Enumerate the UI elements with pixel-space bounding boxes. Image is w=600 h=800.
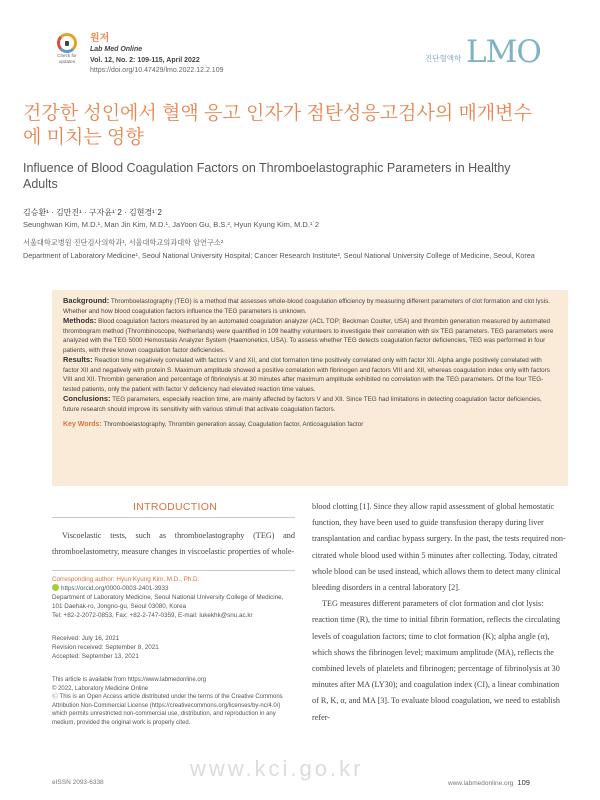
methods-text: Blood coagulation factors measured by an automated coagulation analyzer (ACL TOP; Beckman Coulter, USA) and thrombin generation measured by automated thrombogram method (Thrombinoscope, Netherlands) were quantified in 109 healthy volunteers to investigate their correlation with six TEG parameters. TEG parameters were analyzed with the TEG 5000 Hemostasis Analyzer System (Haemonetics, USA). To assess whether TEG detects coagulation factor deficiencies, TEG was performed in four patients, with three known coagulation factor deficiencies.	[63, 318, 554, 354]
orcid-line	[52, 584, 295, 593]
abstract-methods	[63, 316, 557, 355]
check-updates-label: Check for updates	[57, 53, 77, 64]
affiliation-english: Department of Laboratory Medicine¹, Seoul National University Hospital; Cancer Research Institute², Seoul National University College of Medicine, Seoul, Korea	[23, 251, 535, 260]
correspondence-contact: Tel: +82-2-2072-0853, Fax: +82-2-747-0359, E-mail: lukekhk@snu.ac.kr	[52, 612, 253, 619]
accepted-date: Accepted: September 13, 2021	[52, 653, 139, 660]
methods-label: Methods:	[63, 316, 97, 325]
title-english: Influence of Blood Coagulation Factors on Thromboelastographic Parameters in Healthy Adults	[23, 161, 511, 191]
journal-volume: Vol. 12, No. 2: 109-115, April 2022	[90, 56, 200, 64]
background-text: Thromboelastography (TEG) is a method that assesses whole-blood coagulation efficiency by measuring different parameters of clot formation and clot lysis. Whether and how blood coagulation factors influence the TEG parameters is unknown.	[63, 298, 551, 315]
conclusions-label: Conclusions:	[63, 394, 111, 403]
article-type: 원저	[90, 33, 110, 44]
lmo-logo: LMO	[466, 34, 541, 70]
correspondence-address: Department of Laboratory Medicine, Seoul National University College of Medicine, 101 Daehak-ro, Jongno-gu, Seoul 03080, Korea	[52, 594, 284, 610]
footnote-divider	[52, 570, 295, 571]
footer-right	[448, 778, 530, 787]
intro-right-column	[312, 499, 568, 726]
intro-right-paragraph-1: blood clotting [1]. Since they allow rapid assessment of global hemostatic function, they have been used to guide transfusion therapy during liver transplantation and cardiac bypass surgery. In the past, the tests required non-citrated whole blood used within 5 minutes after collecting. Today, citrated whole blood can be used instead, which allows them to detect many clinical bleeding disorders in a central laboratory [2].	[312, 502, 566, 593]
authors-korean: 김승환¹ · 김만진¹ · 구자윤¹˙2 · 김현경¹˙2	[23, 208, 162, 217]
results-label: Results:	[63, 355, 93, 364]
results-text: Reaction time negatively correlated with factors V and XII, and clot formation time positively correlated only with factor XII. Alpha angle positively correlated with factor XII and negatively with protein S. Maximum amplitude showed a positive correlation with fibrinogen and factors VIII and XII, whereas coagulation index only with factors VIII and XII. Thrombin generation and percentage of fibrinolysis at 30 minutes after maximum amplitude exhibited no correlation with the TEG parameters. Of the four TEG-tested patients, only the patient with factor V deficiency had elevated reaction time values.	[63, 357, 550, 393]
footer-site[interactable]: www.labmedonline.org	[448, 780, 514, 787]
check-updates-icon	[57, 33, 77, 53]
intro-right-paragraph-2: TEG measures different parameters of clot formation and clot lysis: reaction time (R), the time to initial fibrin formation, reflects the circulating levels of coagulation factors; time to clot formation (K); alpha angle (α), which shows the fibrinogen level; maximum amplitude (MA), reflects the combined levels of platelets and fibrinogen; percentage of fibrinolysis at 30 minutes after MA (LY30); and coagulation index (CI), a linear combination of R, K, α, and MA [3]. To evaluate blood coagulation, we need to establish refer-	[312, 599, 561, 722]
received-date: Received: July 16, 2021	[52, 635, 120, 642]
orcid-link[interactable]: https://orcid.org/0000-0003-2401-3933	[61, 585, 169, 592]
license-text: Ⓒ This is an Open Access article distributed under the terms of the Creative Commons Attribution Non-Commercial License (https://creativecommons.org/licenses/by-nc/4.0/) which permits unrestricted non-commercial use, distribution, and reproduction in any medium, provided the original work is properly cited.	[52, 694, 283, 726]
copyright-note: © 2022, Laboratory Medicine Online	[52, 685, 149, 692]
kci-watermark: www.kci.go.kr	[190, 756, 364, 781]
title-korean: 건강한 성인에서 혈액 응고 인자가 점탄성응고검사의 매개변수에 미치는 영향	[23, 103, 532, 148]
intro-left-paragraph: Viscoelastic tests, such as thromboelastography (TEG) and thromboelastometry, measure changes in viscoelastic properties of whole-	[52, 531, 295, 556]
orcid-icon	[52, 584, 59, 591]
corresponding-author: Corresponding author: Hyun Kyung Kim, M.D., Ph.D.	[52, 576, 200, 583]
abstract-keywords	[63, 420, 557, 430]
background-label: Background:	[63, 296, 110, 305]
conclusions-text: TEG parameters, especially reaction time, are mainly affected by factors V and XII. Since TEG had limitations in detecting coagulation factor deficiencies, future research should improve its sensitivity with various stimuli that activate coagulation factors.	[63, 396, 542, 413]
keywords-text: Thromboelastography, Thrombin generation assay, Coagulation factor, Anticoagulation factor	[103, 421, 364, 428]
check-for-updates-badge[interactable]	[52, 33, 82, 67]
keywords-label: Key Words:	[63, 421, 102, 428]
journal-header	[90, 32, 224, 77]
footer-issn: eISSN 2093-6338	[52, 779, 104, 786]
abstract-background	[63, 296, 557, 316]
revised-date: Revision received: September 8, 2021	[52, 644, 159, 651]
abstract-box	[52, 290, 568, 486]
availability-note: This article is available from https://www.labmedonline.org	[52, 677, 207, 683]
authors-english: Seunghwan Kim, M.D.¹, Man Jin Kim, M.D.¹, JaYoon Gu, B.S.², Hyun Kyung Kim, M.D.¹˙2	[23, 220, 320, 229]
page-number: 109	[517, 778, 530, 787]
abstract-conclusions	[63, 394, 557, 414]
affiliation-korean: 서울대학교병원 진단검사의학과¹, 서울대학교의과대학 암연구소²	[23, 238, 224, 247]
license-block	[52, 676, 295, 728]
journal-name: Lab Med Online	[90, 46, 143, 53]
correspondence-block	[52, 575, 295, 620]
doi-link[interactable]: https://doi.org/10.47429/lmo.2022.12.2.109	[90, 67, 224, 74]
abstract-results	[63, 355, 557, 394]
logo-korean-text: 진단혈액학	[425, 54, 462, 63]
dates-block	[52, 634, 159, 661]
intro-heading: INTRODUCTION	[133, 501, 218, 513]
